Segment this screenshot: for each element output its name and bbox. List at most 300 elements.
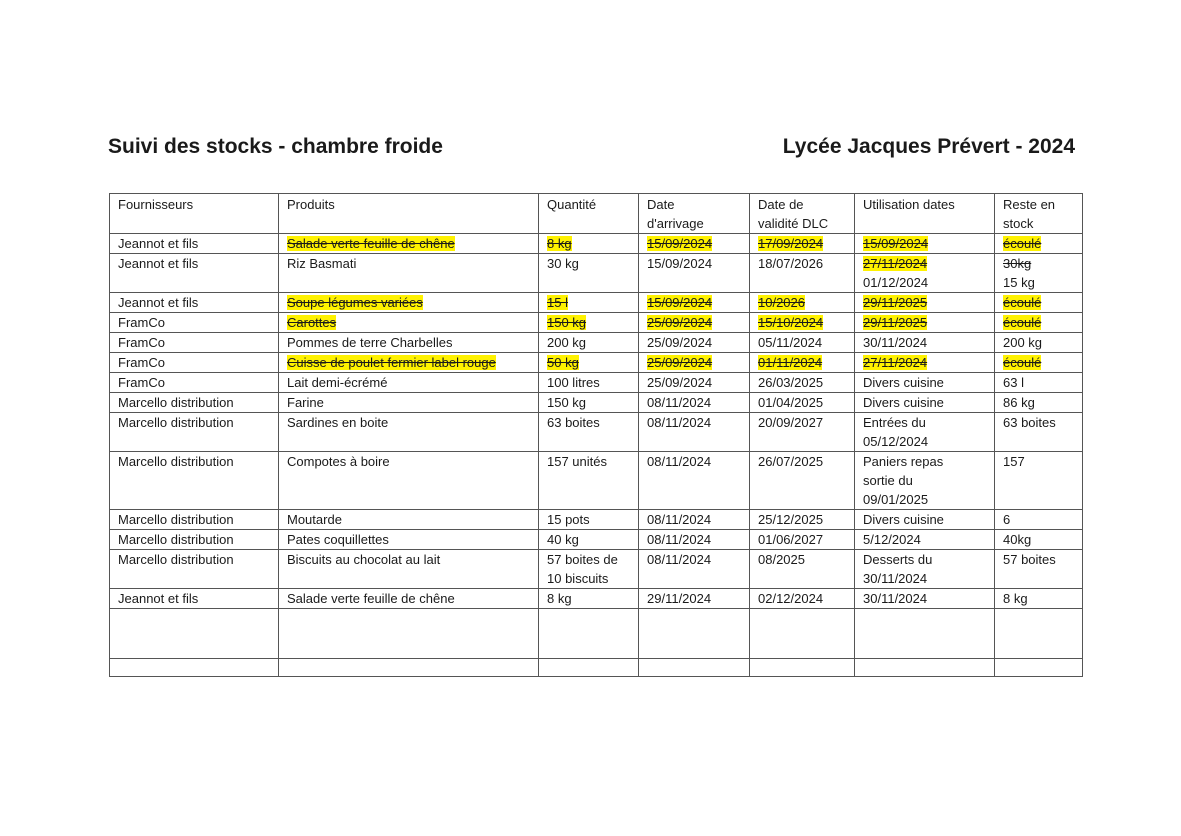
cell-value: 08/11/2024 [647, 395, 712, 410]
struck-through-value: 15/10/2024 [758, 315, 824, 330]
cell-usage-dates [855, 234, 995, 254]
cell-line [647, 234, 741, 253]
cell-product [279, 589, 539, 609]
cell-line [118, 234, 270, 253]
cell-product [279, 530, 539, 550]
cell-line [863, 530, 986, 549]
cell-value: 150 kg [547, 395, 587, 410]
cell-value: sortie du [863, 473, 913, 488]
cell-value: FramCo [118, 335, 165, 350]
cell-line [547, 254, 630, 273]
cell-line [118, 293, 270, 312]
table-row [110, 373, 1083, 393]
cell-value: 20/09/2027 [758, 415, 824, 430]
cell-value: 5/12/2024 [863, 532, 921, 547]
cell-product [279, 353, 539, 373]
cell-value: Jeannot et fils [118, 591, 199, 606]
cell-line [863, 490, 986, 509]
cell-quantity [539, 234, 639, 254]
cell-line [758, 353, 846, 372]
struck-through-value: 29/11/2025 [863, 295, 928, 310]
cell-product [279, 254, 539, 293]
empty-cell [639, 609, 750, 659]
column-header-line: Quantité [547, 197, 597, 212]
table-row [110, 254, 1083, 293]
cell-value: 29/11/2024 [647, 591, 712, 606]
cell-line [547, 413, 630, 432]
table-row [110, 313, 1083, 333]
cell-quantity [539, 589, 639, 609]
cell-value: FramCo [118, 315, 165, 330]
struck-through-value: 30kg [1003, 256, 1032, 271]
cell-line [287, 589, 530, 608]
cell-line [647, 510, 741, 529]
cell-arrival-date [639, 530, 750, 550]
cell-usage-dates [855, 413, 995, 452]
cell-value: Compotes à boire [287, 454, 390, 469]
cell-remaining-stock [995, 234, 1083, 254]
cell-line [1003, 550, 1074, 569]
column-header-line: Date de [758, 197, 804, 212]
cell-usage-dates [855, 353, 995, 373]
cell-quantity [539, 510, 639, 530]
cell-quantity [539, 293, 639, 313]
cell-product [279, 413, 539, 452]
cell-value: 157 unités [547, 454, 607, 469]
cell-value: FramCo [118, 375, 165, 390]
cell-remaining-stock [995, 393, 1083, 413]
cell-line [863, 569, 986, 588]
column-header-product [279, 194, 539, 234]
cell-line [863, 432, 986, 451]
cell-value: Riz Basmati [287, 256, 357, 271]
cell-usage-dates [855, 313, 995, 333]
cell-quantity [539, 254, 639, 293]
cell-arrival-date [639, 589, 750, 609]
cell-supplier [110, 413, 279, 452]
cell-remaining-stock [995, 353, 1083, 373]
cell-value: 26/07/2025 [758, 454, 824, 469]
cell-line [758, 413, 846, 432]
cell-value: Biscuits au chocolat au lait [287, 552, 441, 567]
cell-value: 25/09/2024 [647, 335, 713, 350]
cell-dlc-date [750, 393, 855, 413]
cell-line [287, 510, 530, 529]
cell-value: 57 boites de [547, 552, 618, 567]
cell-line [287, 393, 530, 412]
struck-through-value: 17/09/2024 [758, 236, 824, 251]
cell-line [118, 373, 270, 392]
cell-line [1003, 353, 1074, 372]
cell-line [863, 393, 986, 412]
cell-line [647, 254, 741, 273]
cell-usage-dates [855, 530, 995, 550]
struck-through-value: 25/09/2024 [647, 355, 713, 370]
cell-line [287, 353, 530, 372]
cell-line [118, 393, 270, 412]
cell-remaining-stock [995, 254, 1083, 293]
cell-line [287, 452, 530, 471]
cell-value: Marcello distribution [118, 415, 234, 430]
cell-value: 200 kg [547, 335, 587, 350]
cell-value: Divers cuisine [863, 512, 944, 527]
cell-value: Marcello distribution [118, 454, 234, 469]
cell-product [279, 234, 539, 254]
cell-supplier [110, 393, 279, 413]
school-title: Lycée Jacques Prévert - 2024 [782, 135, 1075, 158]
cell-line [647, 293, 741, 312]
cell-line [547, 589, 630, 608]
cell-value: 10 biscuits [547, 571, 609, 586]
cell-value: 8 kg [547, 591, 572, 606]
cell-value: Marcello distribution [118, 395, 234, 410]
cell-remaining-stock [995, 333, 1083, 353]
cell-value: Marcello distribution [118, 512, 234, 527]
column-header-line: validité DLC [758, 216, 829, 231]
cell-line [547, 393, 630, 412]
cell-line [647, 333, 741, 352]
cell-line [758, 234, 846, 253]
empty-cell [855, 609, 995, 659]
cell-value: 63 l [1003, 375, 1024, 390]
cell-line [647, 530, 741, 549]
struck-through-value: écoulé [1003, 355, 1042, 370]
struck-through-value: 01/11/2024 [758, 355, 823, 370]
cell-line [118, 589, 270, 608]
table-header [110, 194, 1083, 234]
header-row [110, 194, 1083, 234]
struck-through-value: Cuisse de poulet fermier label rouge [287, 355, 496, 370]
cell-line [1003, 413, 1074, 432]
table-row [110, 234, 1083, 254]
cell-line [1003, 273, 1074, 292]
cell-line [287, 313, 530, 332]
cell-supplier [110, 510, 279, 530]
cell-line [863, 550, 986, 569]
cell-line [1003, 313, 1074, 332]
cell-value: Divers cuisine [863, 375, 944, 390]
column-header-remaining-stock [995, 194, 1083, 234]
cell-line [1003, 530, 1074, 549]
cell-line [118, 333, 270, 352]
cell-line [1003, 510, 1074, 529]
cell-line [647, 589, 741, 608]
cell-dlc-date [750, 333, 855, 353]
table-row [110, 393, 1083, 413]
column-header-supplier [110, 194, 279, 234]
cell-line [758, 589, 846, 608]
cell-usage-dates [855, 589, 995, 609]
column-header-line: Utilisation dates [863, 197, 955, 212]
table-row [110, 510, 1083, 530]
cell-line [863, 254, 986, 273]
cell-remaining-stock [995, 313, 1083, 333]
cell-value: Jeannot et fils [118, 256, 199, 271]
cell-usage-dates [855, 333, 995, 353]
cell-quantity [539, 353, 639, 373]
cell-line [1003, 333, 1074, 352]
cell-value: Pommes de terre Charbelles [287, 335, 453, 350]
cell-remaining-stock [995, 589, 1083, 609]
cell-line [118, 313, 270, 332]
cell-remaining-stock [995, 373, 1083, 393]
cell-supplier [110, 452, 279, 510]
cell-line [647, 313, 741, 332]
cell-supplier [110, 333, 279, 353]
table-row [110, 589, 1083, 609]
cell-line [118, 413, 270, 432]
cell-value: 200 kg [1003, 335, 1043, 350]
cell-value: 08/11/2024 [647, 415, 712, 430]
cell-line [1003, 393, 1074, 412]
column-header-line: Produits [287, 197, 335, 212]
column-header-line: stock [1003, 216, 1034, 231]
column-header-usage-dates [855, 194, 995, 234]
cell-line [287, 550, 530, 569]
cell-line [118, 353, 270, 372]
cell-usage-dates [855, 510, 995, 530]
cell-line [547, 530, 630, 549]
document-title: Suivi des stocks - chambre froide [108, 135, 443, 158]
cell-supplier [110, 373, 279, 393]
cell-line [647, 452, 741, 471]
cell-product [279, 373, 539, 393]
cell-value: Salade verte feuille de chêne [287, 591, 455, 606]
cell-arrival-date [639, 353, 750, 373]
cell-remaining-stock [995, 293, 1083, 313]
struck-through-value: 8 kg [547, 236, 572, 251]
column-header-line: Date [647, 197, 675, 212]
cell-quantity [539, 333, 639, 353]
column-header-dlc-date [750, 194, 855, 234]
table-row [110, 353, 1083, 373]
cell-line [1003, 589, 1074, 608]
cell-value: Pates coquillettes [287, 532, 389, 547]
cell-quantity [539, 452, 639, 510]
struck-through-value: 27/11/2024 [863, 355, 928, 370]
cell-line [547, 333, 630, 352]
cell-product [279, 313, 539, 333]
struck-through-value: 15 l [547, 295, 568, 310]
cell-line [758, 333, 846, 352]
cell-line [1003, 254, 1074, 273]
cell-value: 100 litres [547, 375, 600, 390]
column-header-line: Reste en [1003, 197, 1056, 212]
cell-quantity [539, 413, 639, 452]
cell-line [547, 353, 630, 372]
cell-arrival-date [639, 234, 750, 254]
empty-cell [639, 659, 750, 677]
struck-through-value: 10/2026 [758, 295, 805, 310]
empty-cell [750, 609, 855, 659]
cell-line [758, 550, 846, 569]
cell-line [647, 413, 741, 432]
cell-quantity [539, 313, 639, 333]
cell-value: 01/04/2025 [758, 395, 824, 410]
cell-value: 08/11/2024 [647, 532, 712, 547]
cell-supplier [110, 353, 279, 373]
cell-line [118, 254, 270, 273]
cell-product [279, 333, 539, 353]
cell-line [758, 373, 846, 392]
cell-value: 86 kg [1003, 395, 1035, 410]
cell-value: 30 kg [547, 256, 579, 271]
cell-line [287, 254, 530, 273]
cell-value: Entrées du [863, 415, 926, 430]
cell-dlc-date [750, 373, 855, 393]
cell-value: 157 [1003, 454, 1025, 469]
cell-arrival-date [639, 313, 750, 333]
cell-value: 15 kg [1003, 275, 1035, 290]
cell-value: Marcello distribution [118, 532, 234, 547]
cell-line [287, 373, 530, 392]
cell-line [758, 393, 846, 412]
cell-value: 09/01/2025 [863, 492, 929, 507]
cell-value: 8 kg [1003, 591, 1028, 606]
cell-line [287, 293, 530, 312]
struck-through-value: écoulé [1003, 295, 1042, 310]
cell-supplier [110, 254, 279, 293]
empty-row [110, 659, 1083, 677]
cell-line [118, 510, 270, 529]
empty-cell [539, 659, 639, 677]
cell-line [547, 510, 630, 529]
cell-line [863, 413, 986, 432]
struck-through-value: écoulé [1003, 315, 1042, 330]
cell-supplier [110, 550, 279, 589]
cell-line [287, 333, 530, 352]
cell-value: Divers cuisine [863, 395, 944, 410]
cell-quantity [539, 550, 639, 589]
cell-value: Paniers repas [863, 454, 944, 469]
struck-through-value: 15/09/2024 [647, 236, 713, 251]
cell-line [1003, 452, 1074, 471]
cell-value: 01/06/2027 [758, 532, 824, 547]
cell-dlc-date [750, 353, 855, 373]
cell-arrival-date [639, 452, 750, 510]
cell-line [758, 254, 846, 273]
empty-cell [279, 609, 539, 659]
cell-value: 25/12/2025 [758, 512, 824, 527]
cell-line [863, 471, 986, 490]
cell-arrival-date [639, 413, 750, 452]
cell-product [279, 393, 539, 413]
cell-dlc-date [750, 313, 855, 333]
cell-line [118, 452, 270, 471]
cell-remaining-stock [995, 413, 1083, 452]
cell-value: 08/11/2024 [647, 512, 712, 527]
cell-line [758, 530, 846, 549]
table-row [110, 333, 1083, 353]
struck-through-value: Soupe légumes variées [287, 295, 423, 310]
cell-line [647, 393, 741, 412]
cell-arrival-date [639, 550, 750, 589]
cell-line [863, 353, 986, 372]
cell-product [279, 550, 539, 589]
cell-usage-dates [855, 550, 995, 589]
cell-dlc-date [750, 510, 855, 530]
cell-value: 30/11/2024 [863, 591, 928, 606]
cell-line [647, 550, 741, 569]
struck-through-value: 50 kg [547, 355, 579, 370]
cell-value: Marcello distribution [118, 552, 234, 567]
cell-line [758, 293, 846, 312]
cell-remaining-stock [995, 530, 1083, 550]
cell-arrival-date [639, 373, 750, 393]
cell-line [863, 510, 986, 529]
cell-value: 15 pots [547, 512, 590, 527]
cell-remaining-stock [995, 452, 1083, 510]
cell-dlc-date [750, 413, 855, 452]
cell-product [279, 293, 539, 313]
struck-through-value: Salade verte feuille de chêne [287, 236, 455, 251]
cell-product [279, 510, 539, 530]
cell-arrival-date [639, 293, 750, 313]
cell-dlc-date [750, 530, 855, 550]
column-header-arrival-date [639, 194, 750, 234]
cell-dlc-date [750, 254, 855, 293]
table-row [110, 530, 1083, 550]
cell-supplier [110, 589, 279, 609]
cell-quantity [539, 393, 639, 413]
cell-remaining-stock [995, 510, 1083, 530]
empty-cell [995, 609, 1083, 659]
cell-arrival-date [639, 510, 750, 530]
cell-dlc-date [750, 550, 855, 589]
cell-dlc-date [750, 589, 855, 609]
cell-value: 30/11/2024 [863, 335, 928, 350]
cell-value: 63 boites [547, 415, 600, 430]
cell-value: Jeannot et fils [118, 295, 199, 310]
cell-dlc-date [750, 452, 855, 510]
cell-line [863, 589, 986, 608]
cell-line [863, 373, 986, 392]
cell-line [547, 550, 630, 569]
cell-arrival-date [639, 333, 750, 353]
cell-usage-dates [855, 293, 995, 313]
cell-line [758, 452, 846, 471]
cell-dlc-date [750, 234, 855, 254]
cell-line [863, 273, 986, 292]
table-row [110, 550, 1083, 589]
column-header-line: Fournisseurs [118, 197, 194, 212]
cell-line [863, 333, 986, 352]
table-row [110, 293, 1083, 313]
cell-value: Lait demi-écrémé [287, 375, 388, 390]
struck-through-value: 150 kg [547, 315, 587, 330]
cell-supplier [110, 530, 279, 550]
cell-line [118, 530, 270, 549]
cell-line [863, 234, 986, 253]
cell-line [287, 530, 530, 549]
cell-line [647, 373, 741, 392]
cell-quantity [539, 373, 639, 393]
cell-value: 26/03/2025 [758, 375, 824, 390]
cell-supplier [110, 313, 279, 333]
empty-cell [110, 609, 279, 659]
empty-cell [279, 659, 539, 677]
empty-cell [855, 659, 995, 677]
struck-through-value: 15/09/2024 [647, 295, 713, 310]
cell-value: 05/11/2024 [758, 335, 823, 350]
struck-through-value: 25/09/2024 [647, 315, 713, 330]
cell-line [547, 234, 630, 253]
cell-value: 6 [1003, 512, 1011, 527]
cell-arrival-date [639, 254, 750, 293]
cell-line [647, 353, 741, 372]
cell-value: 57 boites [1003, 552, 1056, 567]
cell-line [1003, 293, 1074, 312]
